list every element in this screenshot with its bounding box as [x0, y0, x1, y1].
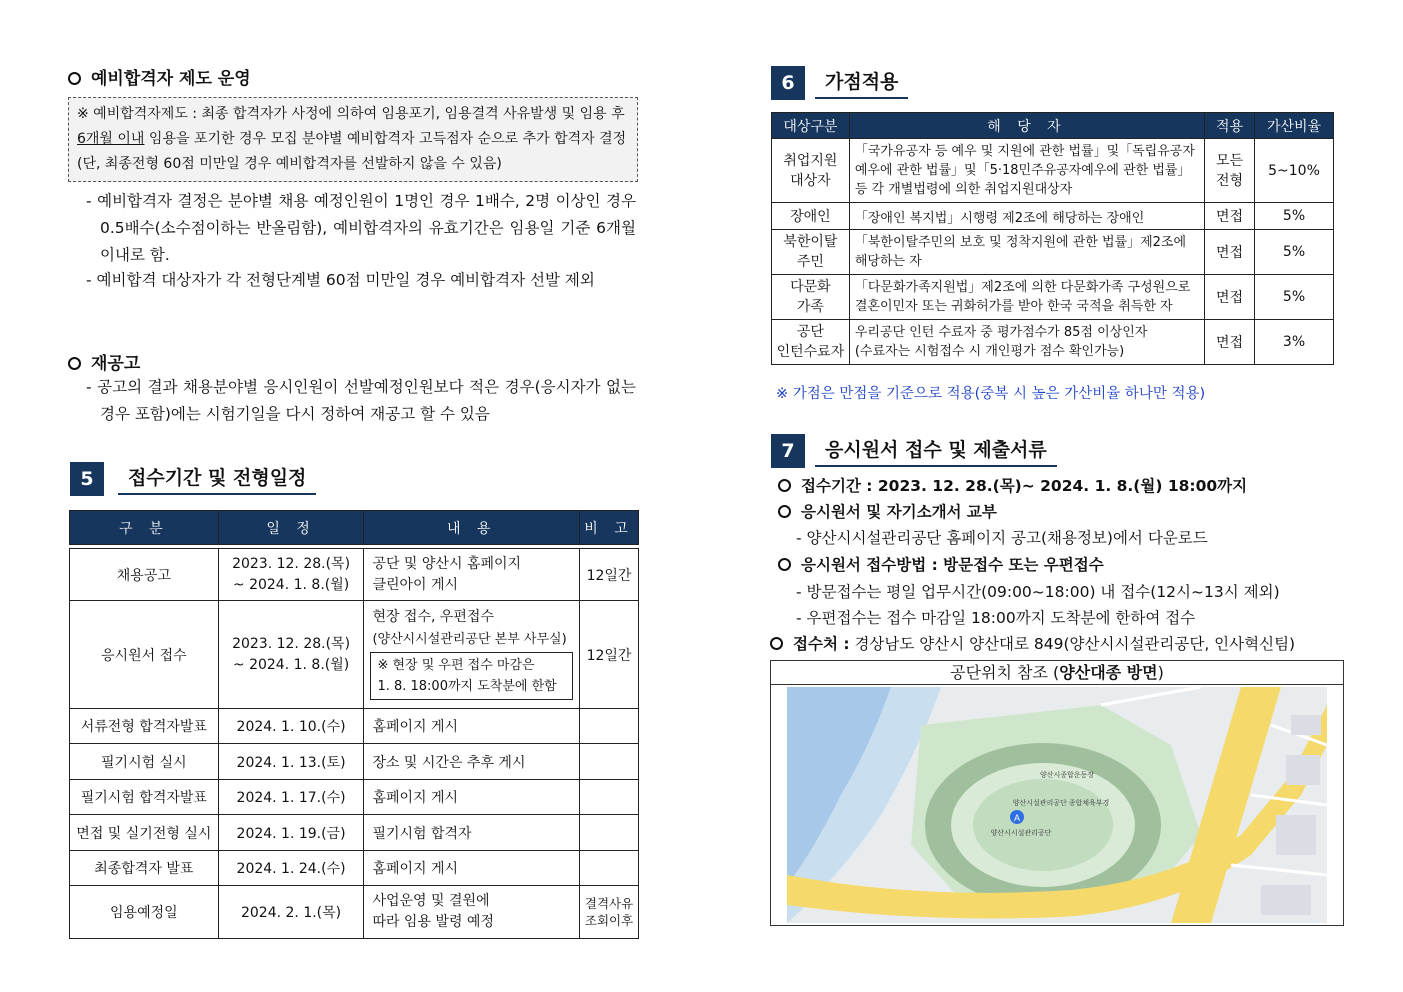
schedule-header-category: 구 분	[70, 511, 219, 545]
location-marker-icon[interactable]	[1010, 810, 1024, 824]
table-row: 응시원서 접수 2023. 12. 28.(목) ~ 2024. 1. 8.(월) 현장 접수, 우편접수 (양산시시설관리공단 본부 사무실) ※ 현장 및 우편 접수 마감은 1. 8. 18:00까지 도착분에 한함 12일간	[70, 601, 639, 709]
map-label-stadium: 양산시종합운동장	[1039, 772, 1095, 779]
svg-text:A: A	[1013, 813, 1021, 823]
schedule-header-date: 일 정	[218, 511, 364, 545]
table-row: 북한이탈 주민 「북한이탈주민의 보호 및 정착지원에 관한 법률」제2조에 해당하는 자 면접 5%	[772, 230, 1334, 275]
deadline-note-box: ※ 현장 및 우편 접수 마감은 1. 8. 18:00까지 도착분에 한함	[370, 652, 573, 700]
circle-bullet-icon	[778, 479, 791, 492]
section-6-title: 가점적용	[815, 67, 908, 99]
circle-bullet-icon	[770, 637, 783, 650]
bonus-table	[771, 112, 1334, 365]
section-7-title: 응시원서 접수 및 제출서류	[815, 435, 1057, 467]
method-bullet-2: - 우편접수는 접수 마감일 18:00까지 도착분에 한하여 접수	[796, 609, 1196, 627]
table-row: 필기시험 실시 2024. 1. 13.(토) 장소 및 시간은 추후 게시	[70, 744, 639, 780]
forms-bullet: - 양산시시설관리공단 홈페이지 공고(채용정보)에서 다운로드	[796, 529, 1208, 547]
table-row: 필기시험 합격자발표 2024. 1. 17.(수) 홈페이지 게시	[70, 780, 639, 815]
schedule-header-row	[70, 511, 639, 545]
schedule-table	[69, 510, 639, 939]
reserve-bullet-2: - 예비합격 대상자가 각 전형단계별 60점 미만일 경우 예비합격자 선발 제외	[86, 271, 595, 289]
bonus-header-row	[772, 113, 1334, 139]
bonus-header-target: 해 당 자	[849, 113, 1204, 139]
table-row: 채용공고 2023. 12. 28.(목) ~ 2024. 1. 8.(월) 공단 및 양산시 홈페이지 클린아이 게시 12일간	[70, 549, 639, 601]
table-row: 면접 및 실기전형 실시 2024. 1. 19.(금) 필기시험 합격자	[70, 815, 639, 851]
bonus-header-rate: 가산비율	[1255, 113, 1334, 139]
reserve-note-box: ※ 예비합격자제도 : 최종 합격자가 사정에 의하여 임용포기, 임용결격 사유발생 및 임용 후 6개월 이내 임용을 포기한 경우 모집 분야별 예비합격자 고득점자 순으로 추가 합격자 결정(단, 최종전형 60점 미만일 경우 예비합격자를 선발하지 않을 수 있음)	[68, 97, 638, 182]
map-label-office: 양산시시설관리공단	[990, 830, 1052, 837]
table-row: 임용예정일 2024. 2. 1.(목) 사업운영 및 결원에 따라 임용 발령 예정 결격사유 조회이후	[70, 886, 639, 939]
table-row: 서류전형 합격자발표 2024. 1. 10.(수) 홈페이지 게시	[70, 709, 639, 744]
circle-bullet-icon	[778, 558, 791, 571]
table-row: 공단 인턴수료자 우리공단 인턴 수료자 중 평가점수가 85점 이상인자 (수료자는 시험접수 시 개인평가 점수 확인가능) 면접 3%	[772, 320, 1334, 365]
schedule-header-note: 비 고	[580, 511, 639, 545]
table-row: 장애인 「장애인 복지법」시행령 제2조에 해당하는 장애인 면접 5%	[772, 203, 1334, 230]
map-frame	[770, 660, 1344, 926]
application-place: 접수처 : 경상남도 양산시 양산대로 849(양산시시설관리공단, 인사혁신팀)	[770, 632, 1295, 654]
bonus-header-apply: 적용	[1205, 113, 1255, 139]
repost-heading: 재공고	[68, 349, 140, 374]
reserve-heading: 예비합격자 제도 운영	[68, 64, 251, 89]
circle-bullet-icon	[68, 72, 81, 85]
section-7-number: 7	[771, 434, 805, 468]
reserve-bullet-1: - 예비합격자 결정은 분야별 채용 예정인원이 1명인 경우 1배수, 2명 이상인 경우 0.5배수(소수점이하는 반올림함), 예비합격자의 유효기간은 임용일 기준 6개월 이내로 함.	[86, 192, 636, 264]
location-map[interactable]	[771, 685, 1343, 925]
table-row: 취업지원 대상자 「국가유공자 등 예우 및 지원에 관한 법률」및「독립유공자예우에 관한 법률」및「5·18민주유공자예우에 관한 법률」등 각 개별법령에 의한 취업지원대상자 모든 전형 5~10%	[772, 139, 1334, 203]
section-5-title: 접수기간 및 전형일정	[118, 463, 316, 495]
application-method: 응시원서 접수방법 : 방문접수 또는 우편접수	[778, 553, 1104, 575]
table-row: 최종합격자 발표 2024. 1. 24.(수) 홈페이지 게시	[70, 851, 639, 886]
section-5-number: 5	[70, 462, 104, 496]
schedule-header-content: 내 용	[364, 511, 580, 545]
method-bullet-1: - 방문접수는 평일 업무시간(09:00~18:00) 내 접수(12시~13시 제외)	[796, 583, 1280, 601]
bonus-footnote: ※ 가점은 만점을 기준으로 적용(중복 시 높은 가산비율 하나만 적용)	[776, 386, 1206, 402]
repost-bullet: - 공고의 결과 채용분야별 응시인원이 선발예정인원보다 적은 경우(응시자가 없는 경우 포함)에는 시험기일을 다시 정하여 재공고 할 수 있음	[86, 378, 636, 423]
circle-bullet-icon	[778, 505, 791, 518]
map-label-sports: 양산시설관리공단 종합체육부경	[1012, 800, 1110, 807]
map-caption: 공단위치 참조 (양산대종 방면)	[771, 661, 1343, 685]
section-6-number: 6	[771, 66, 805, 100]
table-row: 다문화 가족 「다문화가족지원법」제2조에 의한 다문화가족 구성원으로 결혼이민자 또는 귀화허가를 받아 한국 국적을 취득한 자 면접 5%	[772, 275, 1334, 320]
application-forms: 응시원서 및 자기소개서 교부	[778, 500, 997, 522]
application-period: 접수기간 : 2023. 12. 28.(목)~ 2024. 1. 8.(월) 18:00까지	[778, 474, 1247, 496]
circle-bullet-icon	[68, 357, 81, 370]
bonus-header-category: 대상구분	[772, 113, 850, 139]
